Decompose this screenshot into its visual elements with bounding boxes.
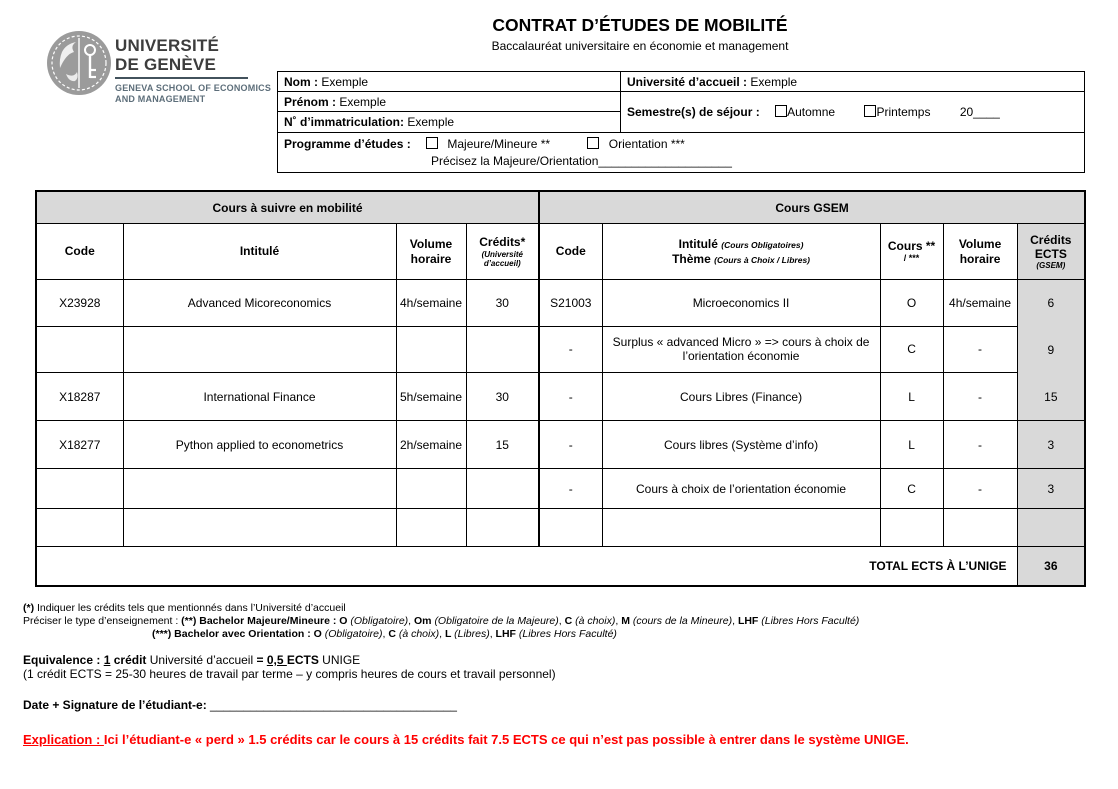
col-header-code-gsem: Code bbox=[539, 224, 602, 280]
col-header-code-mobility: Code bbox=[36, 224, 123, 280]
table-row bbox=[36, 326, 1085, 373]
text-segment: (à choix) bbox=[575, 615, 616, 627]
prenom-value: Exemple bbox=[339, 94, 387, 109]
cell-credits-mobility bbox=[466, 326, 539, 373]
precisez-blank-field[interactable]: ____________________ bbox=[598, 154, 732, 168]
text-segment: , bbox=[408, 615, 415, 627]
text-segment: _____________________________________ bbox=[210, 698, 457, 712]
cell-intitule-gsem: Cours à choix de l’orientation économie bbox=[602, 469, 880, 509]
signature-line[interactable] bbox=[23, 699, 457, 712]
text-segment: crédit bbox=[110, 653, 150, 667]
cell-ects-merged bbox=[1017, 280, 1085, 421]
text-segment: (1 crédit ECTS = 25-30 heures de travail par terme – y compris heures de cours et travail personnel) bbox=[23, 667, 556, 681]
universite-accueil-label: Université d’accueil : bbox=[627, 74, 748, 89]
text-segment: (Obligatoire de la Majeure) bbox=[434, 615, 559, 627]
automne-label: Automne bbox=[787, 105, 836, 119]
cell-code-gsem: S21003 bbox=[539, 280, 602, 327]
table-row bbox=[36, 421, 1085, 469]
cell-code-gsem bbox=[539, 509, 602, 547]
majeure-mineure-checkbox[interactable] bbox=[426, 137, 438, 149]
automne-checkbox[interactable] bbox=[775, 105, 787, 117]
cell-intitule-gsem: Cours libres (Système d’info) bbox=[602, 421, 880, 469]
text-segment: Ici l’étudiant-e « perd » 1.5 crédits car le cours à 15 crédits fait 7.5 ECTS ce qui n’est pas possible à entrer dans le système UNIGE. bbox=[103, 732, 909, 747]
cell-credits-mobility bbox=[466, 509, 539, 547]
cell-volume-gsem: 4h/semaine bbox=[943, 280, 1017, 327]
footnote-type-enseignement-orientation bbox=[23, 628, 617, 641]
immatriculation-value: Exemple bbox=[407, 115, 455, 129]
prenom-field bbox=[278, 92, 621, 112]
section-header-gsem: Cours GSEM bbox=[539, 191, 1085, 224]
cell-intitule-mobility: Advanced Micoreconomics bbox=[123, 280, 396, 327]
ects-value: 15 bbox=[1044, 389, 1058, 404]
col-header-volume-gsem: Volume horaire bbox=[943, 224, 1017, 280]
semestre-label: Semestre(s) de séjour : bbox=[627, 105, 760, 119]
cell-credits-mobility: 30 bbox=[466, 373, 539, 421]
text-segment: LHF bbox=[495, 628, 519, 640]
total-row bbox=[36, 547, 1085, 587]
cell-code-mobility bbox=[36, 509, 123, 547]
col-header-volume-mobility: Volume horaire bbox=[396, 224, 466, 280]
cell-code-gsem: - bbox=[539, 469, 602, 509]
cell-intitule-mobility bbox=[123, 469, 396, 509]
text-segment: L bbox=[444, 628, 455, 640]
text-segment: C bbox=[564, 615, 576, 627]
cell-cours-type bbox=[880, 509, 943, 547]
text-segment: (***) Bachelor avec Orientation : O bbox=[152, 628, 325, 640]
equivalence-detail-line bbox=[23, 668, 556, 681]
text-segment: (à choix) bbox=[398, 628, 440, 640]
text-segment: , bbox=[615, 615, 622, 627]
text-segment: , bbox=[558, 615, 565, 627]
col-header-intitule-gsem: Intitulé (Cours Obligatoires) Thème (Cours à Choix / Libres) bbox=[602, 224, 880, 280]
col-header-ects: Crédits ECTS (GSEM) bbox=[1017, 224, 1085, 280]
orientation-label: Orientation *** bbox=[608, 137, 685, 151]
text-segment: 1 bbox=[103, 653, 111, 667]
text-segment: Om bbox=[414, 615, 435, 627]
cell-cours-type: L bbox=[880, 373, 943, 421]
cell-ects: 3 bbox=[1017, 469, 1085, 509]
text-segment: (**) Bachelor Majeure/Mineure : O bbox=[181, 615, 351, 627]
text-segment: (Obligatoire) bbox=[350, 615, 409, 627]
logo-divider bbox=[115, 77, 248, 79]
nom-label: Nom : bbox=[284, 74, 318, 89]
cell-intitule-gsem: Microeconomics II bbox=[602, 280, 880, 327]
logo-school-name: GENEVA SCHOOL OF ECONOMICS AND MANAGEMENT bbox=[115, 83, 272, 104]
majeure-mineure-label: Majeure/Mineure ** bbox=[447, 137, 551, 151]
cell-code-gsem: - bbox=[539, 421, 602, 469]
cell-volume-mobility bbox=[396, 509, 466, 547]
cell-ects: 3 bbox=[1017, 421, 1085, 469]
text-segment: , bbox=[489, 628, 496, 640]
text-segment: (Libres Hors Faculté) bbox=[518, 628, 617, 640]
cell-intitule-gsem: Cours Libres (Finance) bbox=[602, 373, 880, 421]
total-ects-label: TOTAL ECTS À L’UNIGE bbox=[36, 547, 1017, 587]
col-header-intitule-mobility: Intitulé bbox=[123, 224, 396, 280]
text-segment: Indiquer les crédits tels que mentionnés dans l’Université d’accueil bbox=[37, 602, 346, 614]
cell-volume-gsem bbox=[943, 509, 1017, 547]
ects-value: 6 bbox=[1047, 296, 1055, 311]
col-header-ects-sub: (GSEM) bbox=[1036, 261, 1066, 271]
page-subtitle: Baccalauréat universitaire en économie et management bbox=[491, 39, 789, 53]
col-header-cours-type: Cours ** / *** bbox=[880, 224, 943, 280]
course-equivalence-table bbox=[35, 190, 1086, 587]
page-title: CONTRAT D’ÉTUDES DE MOBILITÉ bbox=[492, 15, 788, 35]
nom-value: Exemple bbox=[321, 74, 369, 89]
cell-credits-mobility: 15 bbox=[466, 421, 539, 469]
cell-intitule-mobility bbox=[123, 509, 396, 547]
cell-intitule-mobility: Python applied to econometrics bbox=[123, 421, 396, 469]
logo-university-name: UNIVERSITÉ DE GENÈVE bbox=[115, 36, 220, 74]
cell-code-mobility: X23928 bbox=[36, 280, 123, 327]
cell-cours-type: C bbox=[880, 469, 943, 509]
cell-intitule-mobility bbox=[123, 326, 396, 373]
cell-code-mobility bbox=[36, 469, 123, 509]
text-segment: , bbox=[732, 615, 738, 627]
printemps-label: Printemps bbox=[876, 105, 931, 119]
table-row bbox=[36, 280, 1085, 327]
cell-cours-type: O bbox=[880, 280, 943, 327]
cell-volume-gsem: - bbox=[943, 469, 1017, 509]
cell-volume-gsem: - bbox=[943, 373, 1017, 421]
explication-note bbox=[23, 733, 909, 746]
universite-accueil-value: Exemple bbox=[750, 74, 798, 89]
col-header-credits-sub: (Université d’accueil) bbox=[481, 249, 523, 268]
text-segment: Préciser le type d’enseignement : bbox=[23, 615, 182, 627]
text-segment: M bbox=[621, 615, 633, 627]
document-header bbox=[180, 15, 1100, 53]
section-header-mobility: Cours à suivre en mobilité bbox=[36, 191, 539, 224]
immatriculation-label: N˚ d’immatriculation: bbox=[284, 115, 405, 129]
unige-seal-icon bbox=[46, 30, 112, 96]
cell-intitule-mobility: International Finance bbox=[123, 373, 396, 421]
text-segment: C bbox=[388, 628, 399, 640]
text-segment: ECTS bbox=[286, 653, 319, 667]
text-segment: , bbox=[382, 628, 389, 640]
cell-cours-type: L bbox=[880, 421, 943, 469]
cell-volume-mobility: 4h/semaine bbox=[396, 280, 466, 327]
text-segment: UNIGE bbox=[318, 653, 361, 667]
text-segment: , bbox=[439, 628, 445, 640]
cell-volume-gsem: - bbox=[943, 326, 1017, 373]
cell-credits-mobility: 30 bbox=[466, 280, 539, 327]
total-ects-value: 36 bbox=[1017, 547, 1085, 587]
text-segment: (Libres Hors Faculté) bbox=[761, 615, 860, 627]
year-blank-field[interactable]: 20____ bbox=[959, 105, 1000, 119]
text-segment: (Obligatoire) bbox=[324, 628, 383, 640]
cell-cours-type: C bbox=[880, 326, 943, 373]
semestre-field bbox=[621, 92, 1085, 133]
universite-accueil-field bbox=[621, 72, 1085, 92]
programme-label: Programme d’études : bbox=[284, 137, 411, 151]
ects-value: 9 bbox=[1047, 343, 1055, 357]
text-segment: (*) bbox=[23, 602, 37, 614]
cell-volume-mobility bbox=[396, 469, 466, 509]
footnote-type-enseignement-majeure bbox=[23, 615, 859, 628]
printemps-checkbox[interactable] bbox=[864, 105, 876, 117]
text-segment: = bbox=[256, 653, 267, 667]
text-segment: (cours de la Mineure) bbox=[632, 615, 733, 627]
cell-code-mobility: X18277 bbox=[36, 421, 123, 469]
table-row bbox=[36, 373, 1085, 421]
text-segment: Université d’accueil bbox=[149, 653, 257, 667]
cell-code-gsem: - bbox=[539, 326, 602, 373]
text-segment: Equivalence : bbox=[23, 653, 104, 667]
col-header-credits-mobility: Crédits* (Université d’accueil) bbox=[466, 224, 539, 280]
prenom-label: Prénom : bbox=[284, 94, 337, 109]
student-info-form bbox=[277, 71, 1085, 173]
equivalence-line bbox=[23, 654, 360, 667]
text-segment: Date + Signature de l’étudiant-e: bbox=[23, 698, 211, 712]
cell-code-gsem: - bbox=[539, 373, 602, 421]
cell-code-mobility: X18287 bbox=[36, 373, 123, 421]
precisez-label: Précisez la Majeure/Orientation bbox=[431, 154, 599, 168]
cell-code-mobility bbox=[36, 326, 123, 373]
cell-ects bbox=[1017, 509, 1085, 547]
cell-volume-mobility bbox=[396, 326, 466, 373]
table-row bbox=[36, 469, 1085, 509]
cell-volume-gsem: - bbox=[943, 421, 1017, 469]
cell-credits-mobility bbox=[466, 469, 539, 509]
cell-volume-mobility: 5h/semaine bbox=[396, 373, 466, 421]
text-segment: Explication : bbox=[23, 732, 104, 747]
table-row bbox=[36, 509, 1085, 547]
text-segment: 0,5 bbox=[266, 653, 287, 667]
cell-intitule-gsem: Surplus « advanced Micro » => cours à choix de l’orientation économie bbox=[602, 326, 880, 373]
nom-field bbox=[278, 72, 621, 92]
cell-intitule-gsem bbox=[602, 509, 880, 547]
programme-field bbox=[278, 133, 1085, 173]
immatriculation-field bbox=[278, 112, 621, 133]
footnote-credits bbox=[23, 602, 346, 615]
orientation-checkbox[interactable] bbox=[587, 137, 599, 149]
text-segment: (Libres) bbox=[454, 628, 490, 640]
text-segment: LHF bbox=[737, 615, 762, 627]
cell-volume-mobility: 2h/semaine bbox=[396, 421, 466, 469]
